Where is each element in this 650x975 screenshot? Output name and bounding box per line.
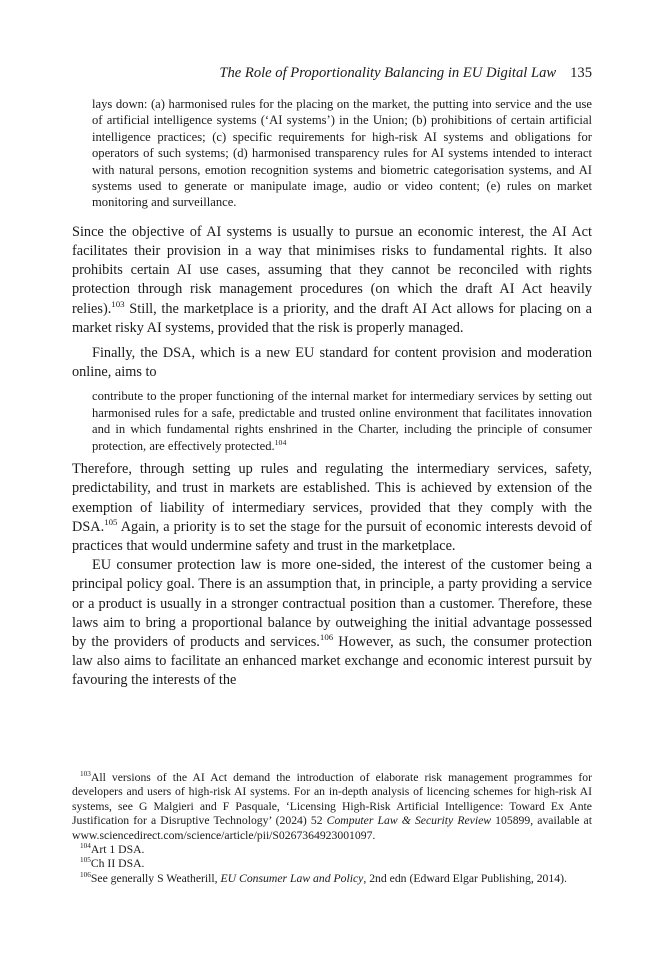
footnotes <box>72 771 592 886</box>
paragraph-text: Therefore, through setting up rules and regulating the intermediary services, safety, predictability, and trust in markets are established. This is achieved by extension of the exemption of liability of intermediary services, provided that they comply with the DSA. <box>72 461 592 535</box>
footnote-text: Art 1 DSA. <box>90 843 145 857</box>
footnote-number: 103 <box>80 770 91 779</box>
journal-title: Computer Law & Security Review <box>326 814 492 828</box>
footnote-ref: 106 <box>319 632 334 643</box>
footnote-text: , 2nd edn (Edward Elgar Publishing, 2014). <box>363 871 567 885</box>
footnote-text: See generally S Weatherill, <box>90 871 221 885</box>
book-title: EU Consumer Law and Policy <box>220 871 364 885</box>
block-quote-dsa <box>92 388 592 454</box>
footnote-ref: 103 <box>111 298 125 309</box>
page-number: 135 <box>570 65 592 81</box>
footnote-number: 104 <box>80 842 91 851</box>
paragraph <box>72 223 592 338</box>
footnote-105 <box>72 857 592 871</box>
paragraph-text: Still, the marketplace is a priority, and the draft AI Act allows for placing on a market risky AI systems, provided that the risk is properly managed. <box>72 300 592 336</box>
footnote-number: 106 <box>80 870 91 879</box>
footnote-text: Ch II DSA. <box>90 857 145 871</box>
paragraph-text: EU consumer protection law is more one-sided, the interest of the customer being a principal policy goal. There is an assumption that, in principle, a party providing a service or a product is usually in a stronger contractual position than a customer. Therefore, these laws aim to bring a proportional balance by outweighing the initial advantage possessed by the providers of products and services. <box>72 557 592 650</box>
main-text <box>72 96 592 691</box>
footnote-text: All versions of the AI Act demand the introduction of elaborate risk management programmes for developers and users of high-risk AI systems. For an in-depth analysis of licencing schemes for high-risk AI systems, see G Malgieri and F Pasquale, ‘Licensing High-Risk Artificial Intelligence: Toward Ex Ante Justification for a Disruptive Technology’ (2024) 52 <box>72 771 592 828</box>
paragraph-text: Again, a priority is to set the stage for the pursuit of economic interests devoid of practices that would undermine safety and trust in the marketplace. <box>72 518 592 554</box>
footnote-104 <box>72 843 592 857</box>
running-header <box>72 64 592 82</box>
footnote-number: 105 <box>80 856 91 865</box>
footnote-103 <box>72 771 592 843</box>
footnote-ref: 105 <box>104 516 118 527</box>
paragraph-text: Since the objective of AI systems is usually to pursue an economic interest, the AI Act facilitates their provision in a way that minimises risks to fundamental rights. It also prohibits certain AI use cases, assuming that they cannot be reconciled with rights protection through risk management procedures (on which the draft AI Act heavily relies). <box>72 223 592 317</box>
quote-text: contribute to the proper functioning of the internal market for intermediary services by setting out harmonised rules for a safe, predictable and trusted online environment that facilitates innovation and in which fundamental rights enshrined in the Charter, including the principle of consumer protection, are effectively protected. <box>92 389 592 453</box>
paragraph: Finally, the DSA, which is a new EU standard for content provision and moderation online, aims to <box>72 345 592 381</box>
footnote-ref: 104 <box>274 437 287 447</box>
footnote-106 <box>72 872 592 886</box>
paragraph-text: However, as such, the consumer protection law also aims to facilitate an enhanced market exchange and economic interest pursuit by favouring the interests of the <box>72 633 592 689</box>
block-quote-ai-act: lays down: (a) harmonised rules for the placing on the market, the putting into service and the use of artificial intelligence systems (‘AI systems’) in the Union; (b) prohibitions of certain artificial intelligence practices; (c) specific requirements for high-risk AI systems and obligations for operators of such systems; (d) harmonised transparency rules for AI systems intended to interact with natural persons, emotion recognition systems and biometric categorisation systems, and AI systems used to generate or manipulate image, audio or video content; (e) rules on market monitoring and surveillance. <box>92 97 592 210</box>
paragraph <box>72 556 592 690</box>
footnote-text: 105899, available at www.sciencedirect.com/science/article/pii/S0267364923001097. <box>72 814 592 842</box>
running-title: The Role of Proportionality Balancing in EU Digital Law <box>219 65 557 81</box>
paragraph <box>72 460 592 556</box>
